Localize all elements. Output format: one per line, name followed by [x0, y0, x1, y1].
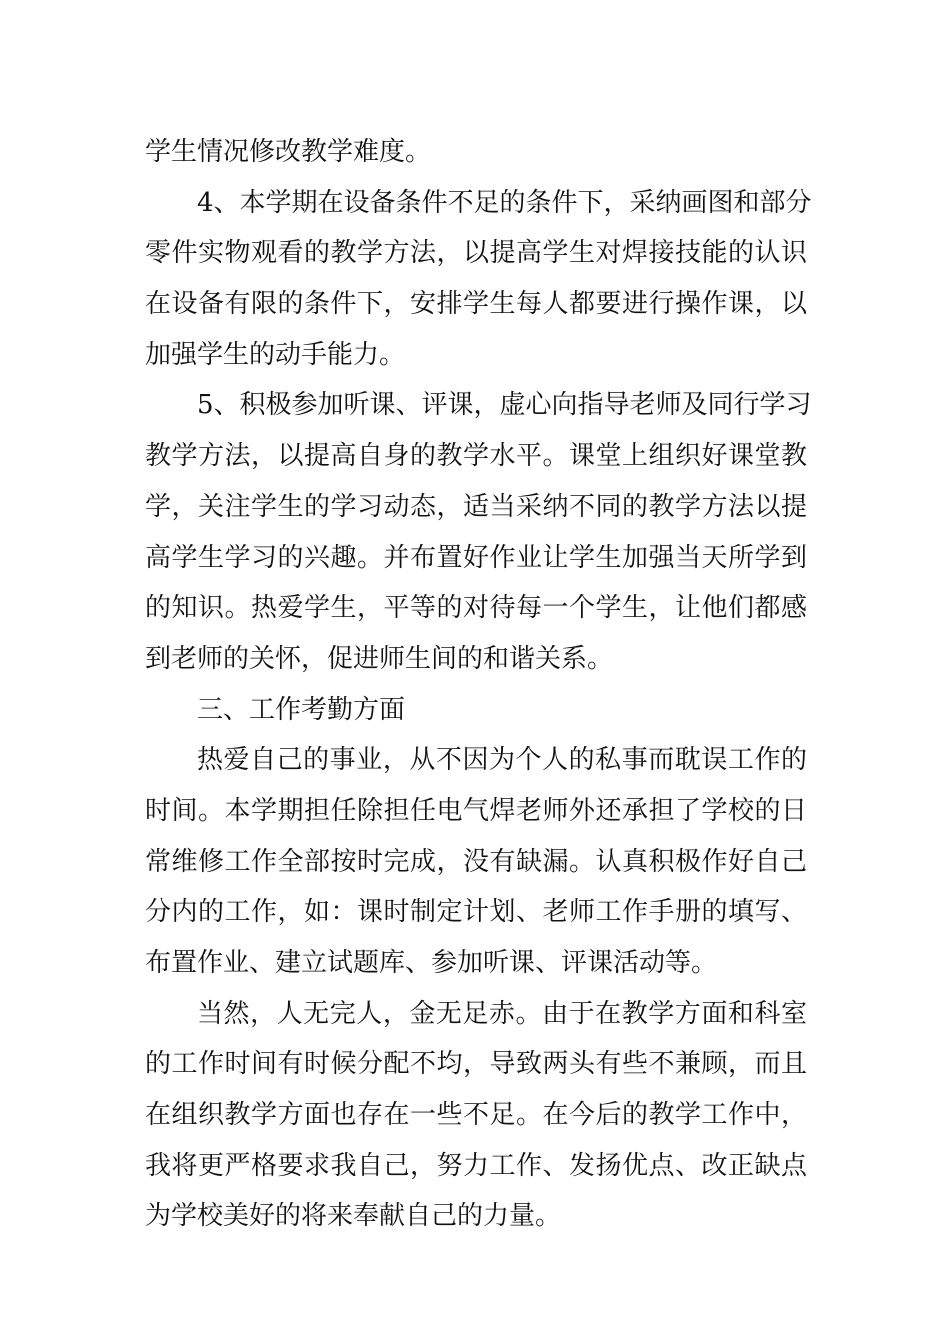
text-line: 高学生学习的兴趣。并布置好作业让学生加强当天所学到 [145, 542, 807, 573]
text-line: 在组织教学方面也存在一些不足。在今后的教学工作中， [145, 1100, 807, 1131]
document-page [145, 127, 812, 1242]
section-heading: 三、工作考勤方面 [197, 694, 406, 725]
text-line: 为学校美好的将来奉献自己的力量。 [145, 1201, 562, 1232]
text-line: 学生情况修改教学难度。 [145, 137, 432, 167]
text-line: 零件实物观看的教学方法，以提高学生对焊接技能的认识 [145, 238, 807, 269]
text-line: 到老师的关怀，促进师生间的和谐关系。 [145, 643, 614, 674]
text-line: 布置作业、建立试题库、参加听课、评课活动等。 [145, 948, 718, 978]
text-line: 我将更严格要求我自己，努力工作、发扬优点、改正缺点 [145, 1150, 807, 1181]
text-line: 加强学生的动手能力。 [145, 339, 406, 370]
text-line: 常维修工作全部按时完成，没有缺漏。认真积极作好自己 [145, 846, 807, 877]
text-line: 5、积极参加听课、评课，虚心向指导老师及同行学习 [197, 390, 812, 421]
text-line: 4、本学期在设备条件不足的条件下，采纳画图和部分 [197, 187, 812, 218]
text-line: 学，关注学生的学习动态，适当采纳不同的教学方法以提 [145, 491, 807, 522]
text-line: 当然，人无完人，金无足赤。由于在教学方面和科室 [197, 998, 807, 1029]
text-line: 的工作时间有时候分配不均，导致两头有些不兼顾，而且 [145, 1049, 807, 1080]
text-line: 分内的工作，如：课时制定计划、老师工作手册的填写、 [145, 897, 807, 928]
text-line: 热爱自己的事业，从不因为个人的私事而耽误工作的 [197, 745, 807, 776]
text-line: 教学方法，以提高自身的教学水平。课堂上组织好课堂教 [145, 441, 807, 472]
text-line: 的知识。热爱学生，平等的对待每一个学生，让他们都感 [145, 593, 807, 624]
text-line: 在设备有限的条件下，安排学生每人都要进行操作课，以 [145, 289, 807, 320]
text-line: 时间。本学期担任除担任电气焊老师外还承担了学校的日 [145, 795, 807, 826]
